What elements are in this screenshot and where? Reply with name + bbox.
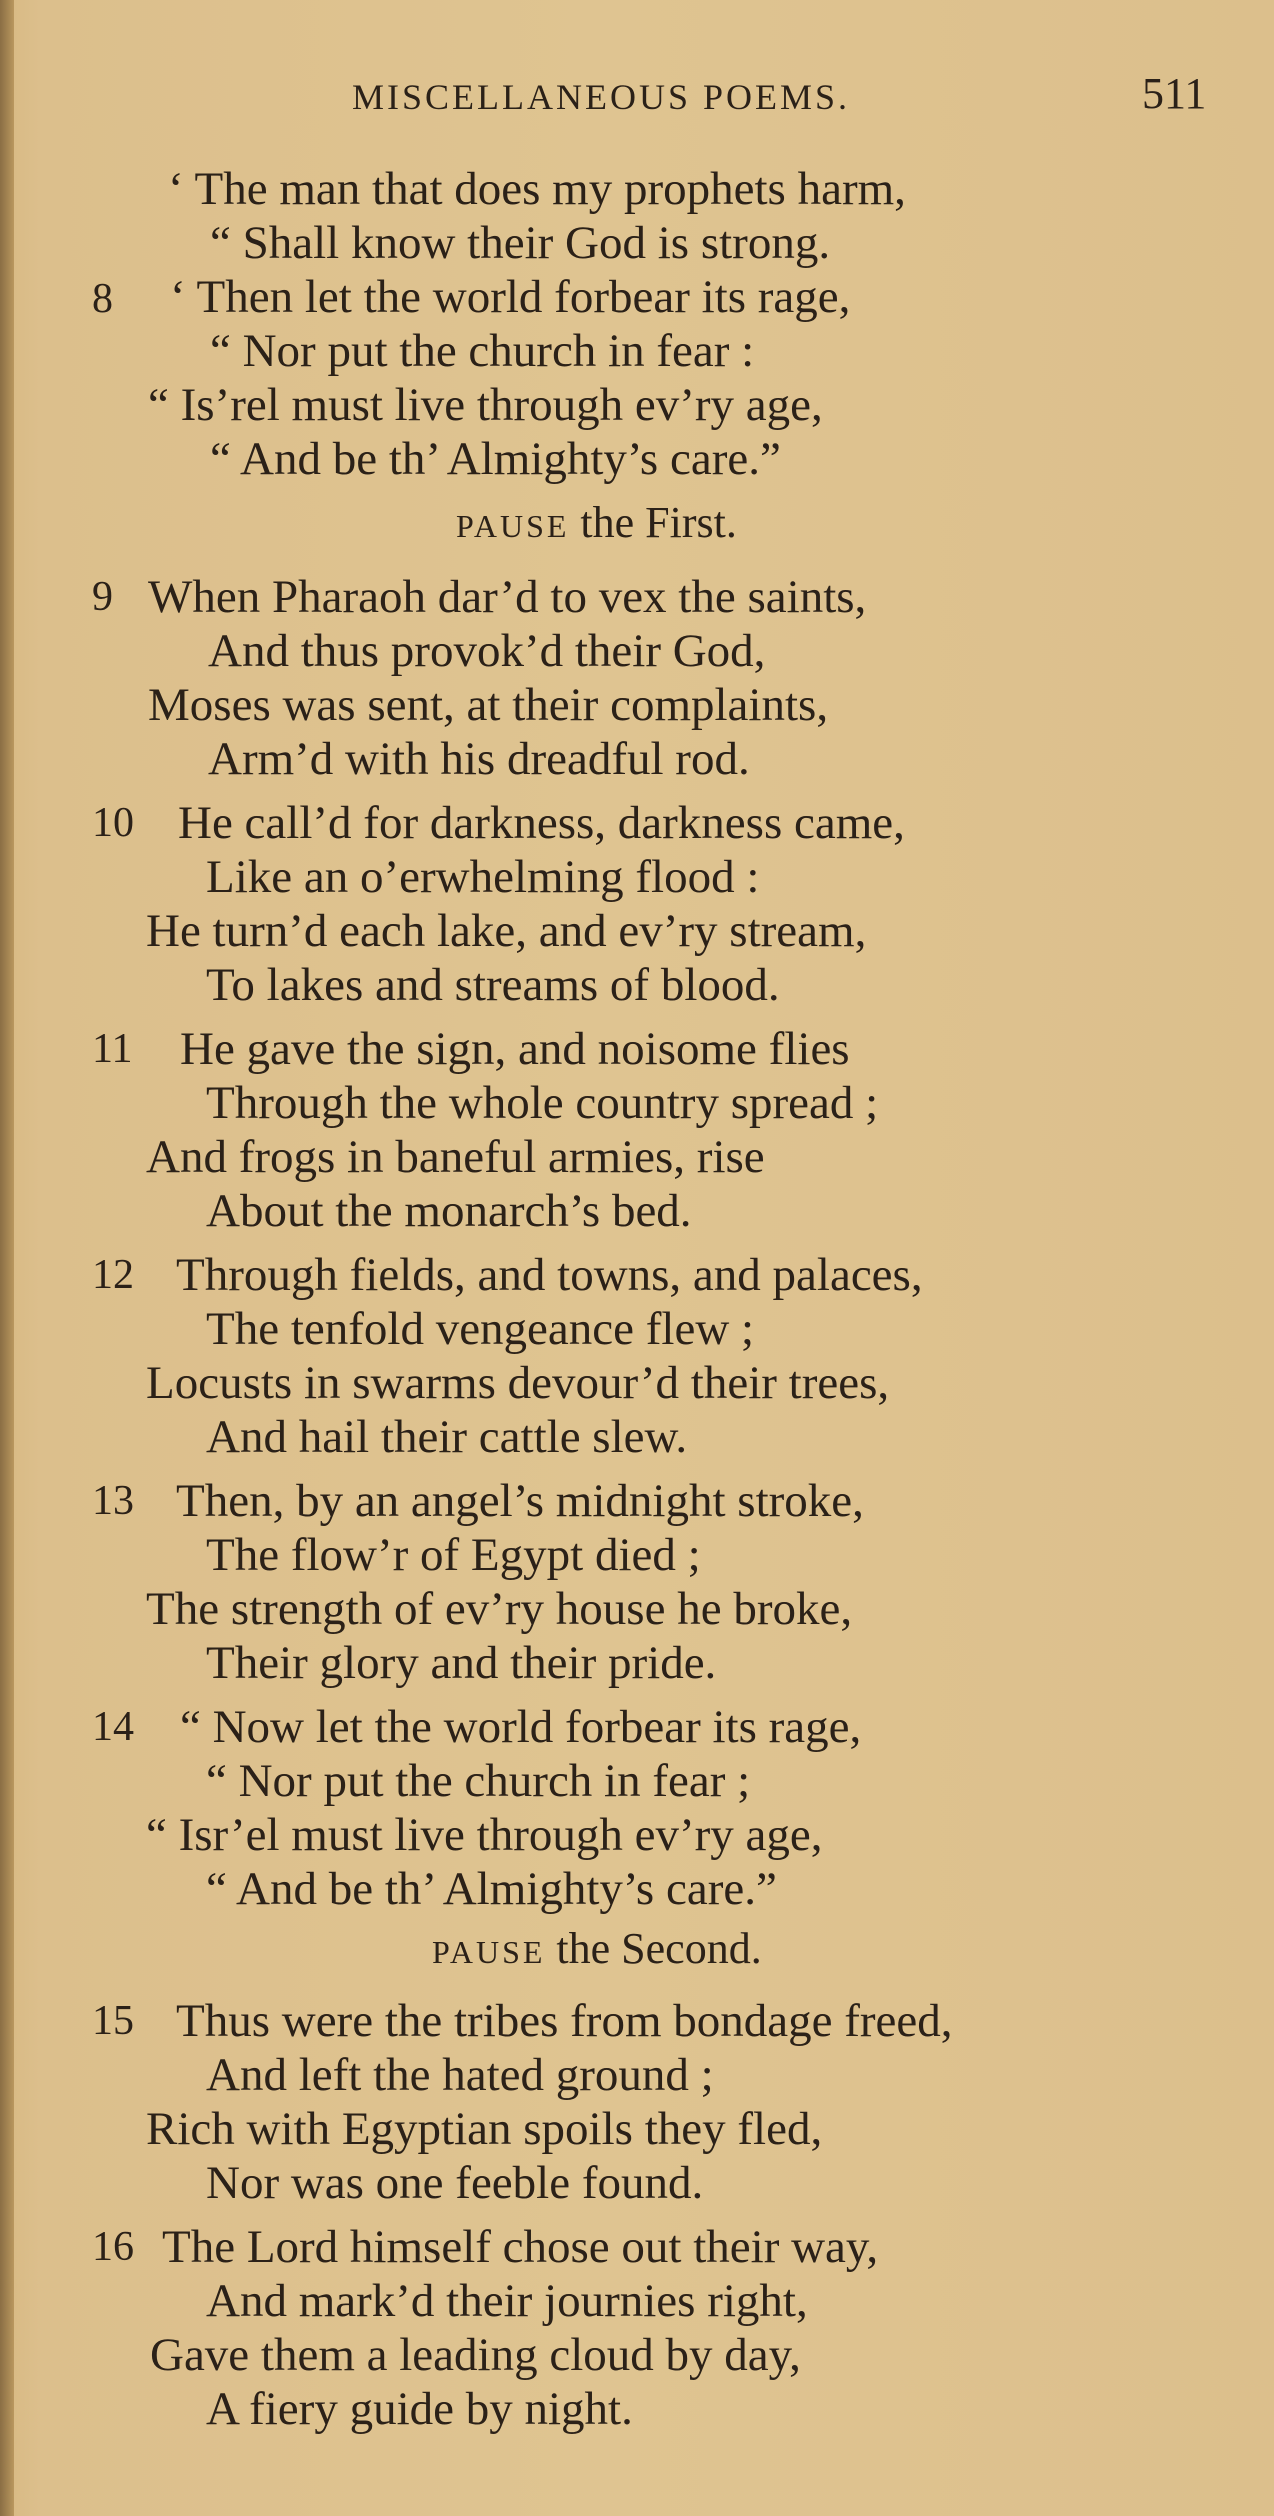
poem-line: And frogs in baneful armies, rise bbox=[146, 1131, 765, 1183]
poem-line: A fiery guide by night. bbox=[206, 2383, 633, 2435]
poem-line: Through fields, and towns, and palaces, bbox=[176, 1249, 923, 1301]
poem-line: About the monarch’s bed. bbox=[206, 1185, 692, 1237]
poem-line: The Lord himself chose out their way, bbox=[162, 2221, 879, 2273]
pause-marker-second bbox=[432, 1922, 762, 1979]
poem-line: “ And be th’ Almighty’s care.” bbox=[206, 1863, 777, 1915]
poem-line: ‘ Then let the world forbear its rage, bbox=[170, 271, 851, 323]
pause-text: the Second. bbox=[556, 1924, 762, 1973]
poem-line: “ Now let the world forbear its rage, bbox=[180, 1701, 862, 1753]
poem-line: The strength of ev’ry house he broke, bbox=[146, 1583, 853, 1635]
poem-line: “ Nor put the church in fear ; bbox=[206, 1755, 751, 1807]
poem-line: Thus were the tribes from bondage freed, bbox=[176, 1995, 953, 2047]
stanza-number: 14 bbox=[92, 1704, 134, 1750]
poem-line: Like an o’erwhelming flood : bbox=[206, 851, 760, 903]
poem-line: And mark’d their journies right, bbox=[206, 2275, 808, 2327]
poem-line: ‘ The man that does my prophets harm, bbox=[168, 163, 906, 215]
poem-line: Rich with Egyptian spoils they fled, bbox=[146, 2103, 823, 2155]
poem-line: Through the whole country spread ; bbox=[206, 1077, 879, 1129]
poem-line: He turn’d each lake, and ev’ry stream, bbox=[146, 905, 867, 957]
page-number: 511 bbox=[1142, 69, 1207, 118]
pause-label: PAUSE bbox=[456, 508, 570, 544]
poem-line: “ Nor put the church in fear : bbox=[210, 325, 755, 377]
poem-line: When Pharaoh dar’d to vex the saints, bbox=[148, 571, 867, 623]
stanza-number: 15 bbox=[92, 1998, 134, 2044]
stanza-number: 11 bbox=[92, 1026, 133, 1072]
poem-line: And thus provok’d their God, bbox=[208, 625, 766, 677]
stanza-number: 10 bbox=[92, 800, 134, 846]
poem-line: And hail their cattle slew. bbox=[206, 1411, 688, 1463]
poem-line: To lakes and streams of blood. bbox=[206, 959, 780, 1011]
poem-line: Locusts in swarms devour’d their trees, bbox=[146, 1357, 890, 1409]
pause-label: PAUSE bbox=[432, 1934, 546, 1970]
poem-line: Their glory and their pride. bbox=[206, 1637, 717, 1689]
running-head: MISCELLANEOUS POEMS. bbox=[352, 77, 851, 117]
poem-line: And left the hated ground ; bbox=[206, 2049, 714, 2101]
poem-line: “ Isr’el must live through ev’ry age, bbox=[146, 1809, 823, 1861]
poem-line: Arm’d with his dreadful rod. bbox=[208, 733, 750, 785]
poem-line: Gave them a leading cloud by day, bbox=[150, 2329, 801, 2381]
stanza-number: 16 bbox=[92, 2224, 134, 2270]
pause-marker-first bbox=[456, 496, 737, 553]
poem-line: He call’d for darkness, darkness came, bbox=[178, 797, 905, 849]
poem-line: He gave the sign, and noisome flies bbox=[180, 1023, 850, 1075]
poem-line: “ Shall know their God is strong. bbox=[210, 217, 831, 269]
poem-line: Nor was one feeble found. bbox=[206, 2157, 704, 2209]
poem-line: “ Is’rel must live through ev’ry age, bbox=[148, 379, 823, 431]
poem-line: Then, by an angel’s midnight stroke, bbox=[176, 1475, 864, 1527]
stanza-number: 8 bbox=[92, 276, 113, 322]
poem-line: “ And be th’ Almighty’s care.” bbox=[210, 433, 781, 485]
pause-text: the First. bbox=[580, 498, 737, 547]
page-header bbox=[0, 68, 1274, 128]
stanza-number: 9 bbox=[92, 574, 113, 620]
poem-line: Moses was sent, at their complaints, bbox=[148, 679, 829, 731]
page-spine-shadow bbox=[0, 0, 14, 2516]
poem-line: The tenfold vengeance flew ; bbox=[206, 1303, 755, 1355]
stanza-number: 12 bbox=[92, 1252, 134, 1298]
poem-line: The flow’r of Egypt died ; bbox=[206, 1529, 701, 1581]
stanza-number: 13 bbox=[92, 1478, 134, 1524]
